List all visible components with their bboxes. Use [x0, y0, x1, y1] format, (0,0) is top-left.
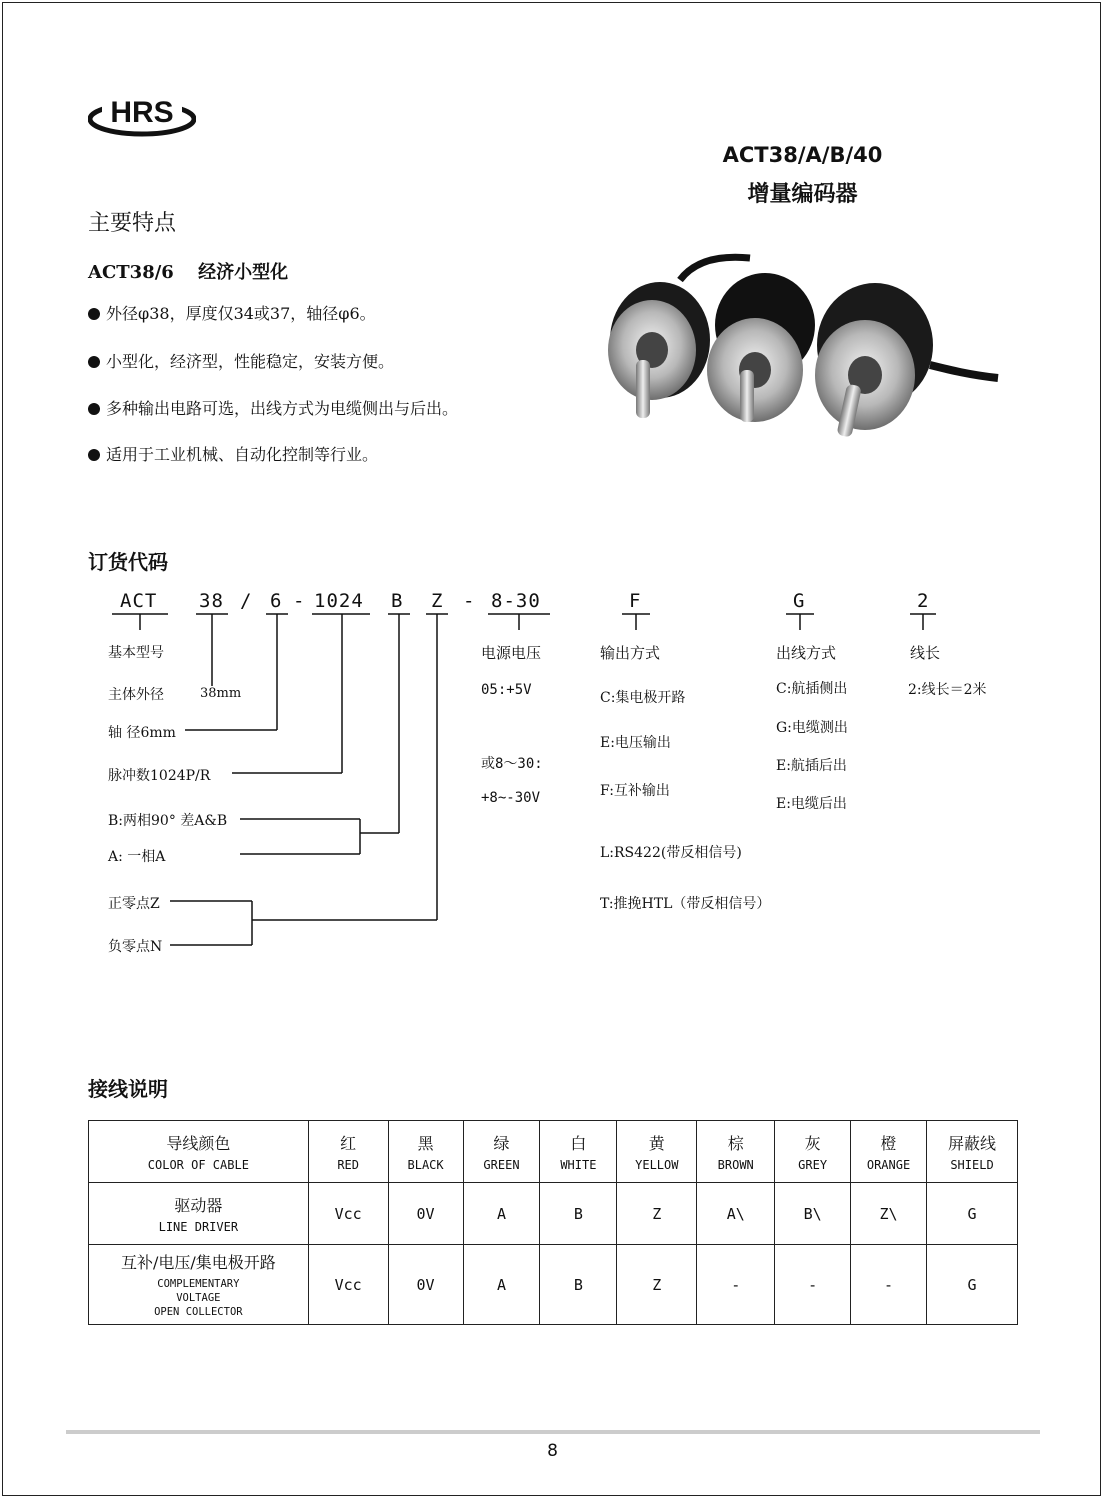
color-cell: 黑 BLACK [388, 1121, 463, 1183]
label-phase-ab: B:两相90° 差A&B [108, 813, 228, 829]
label-zero-neg: 负零点N [108, 939, 163, 955]
color-cell: 屏蔽线 SHIELD [927, 1121, 1018, 1183]
output-option: L:RS422(带反相信号) [600, 845, 742, 861]
value-cell: Vcc [308, 1183, 388, 1245]
code-part-voltage: 8-30 [491, 590, 541, 612]
feature-item: 外径φ38，厚度仅34或37，轴径φ6。 [88, 301, 376, 324]
label-basic-model: 基本型号 [108, 645, 164, 661]
color-cell: 棕 BROWN [697, 1121, 775, 1183]
output-option: F:互补输出 [600, 783, 670, 799]
value-cell: 0V [388, 1183, 463, 1245]
label-body-od-value: 38mm [200, 686, 242, 701]
product-model: ACT38/A/B/40 [722, 143, 883, 167]
color-cell: 黄 YELLOW [617, 1121, 697, 1183]
color-cell: 灰 GREY [775, 1121, 851, 1183]
value-cell: - [775, 1245, 851, 1325]
features-title: 主要特点 [88, 211, 177, 236]
voltage-option: 或8～30: [481, 756, 543, 772]
value-cell: G [927, 1245, 1018, 1325]
table-row [89, 1183, 1018, 1245]
code-part-phase: B [391, 590, 404, 612]
code-part-dash: - [293, 590, 306, 612]
color-cell: 绿 GREEN [463, 1121, 540, 1183]
label-shaft: 轴 径6mm [108, 725, 176, 741]
footer-divider [66, 1430, 1040, 1434]
code-part-model: ACT [120, 590, 158, 612]
output-option: C:集电极开路 [600, 690, 686, 706]
code-part-output: F [629, 590, 642, 612]
label-pulses: 脉冲数1024P/R [108, 768, 211, 784]
voltage-option: 05:+5V [481, 682, 532, 698]
value-cell: - [851, 1245, 927, 1325]
features-subtitle: ACT38/6 经济小型化 [88, 262, 289, 283]
value-cell: B [540, 1245, 617, 1325]
table-row [89, 1245, 1018, 1325]
voltage-title: 电源电压 [481, 644, 542, 662]
value-cell: G [927, 1183, 1018, 1245]
code-part-dash: - [463, 590, 476, 612]
code-part-cable: G [793, 590, 806, 612]
page-number: 8 [547, 1441, 558, 1461]
cable-title: 出线方式 [776, 644, 837, 662]
code-part-diameter: 38 [199, 590, 224, 612]
code-part-length: 2 [917, 590, 930, 612]
feature-item: 适用于工业机械、自动化控制等行业。 [88, 442, 378, 465]
row-label-cell: 驱动器 LINE DRIVER [89, 1183, 309, 1245]
color-cell: 橙 ORANGE [851, 1121, 927, 1183]
value-cell: A [463, 1183, 540, 1245]
label-phase-a: A: 一相A [108, 849, 166, 865]
value-cell: A [463, 1245, 540, 1325]
cable-option: E:航插后出 [776, 758, 847, 774]
wiring-title: 接线说明 [88, 1077, 168, 1101]
value-cell: A\ [697, 1183, 775, 1245]
logo-text: HRS [110, 96, 174, 129]
cable-option: G:电缆测出 [776, 720, 848, 736]
value-cell: - [697, 1245, 775, 1325]
feature-item: 小型化，经济型，性能稳定，安装方便。 [88, 349, 394, 372]
code-part-zero: Z [431, 590, 444, 612]
product-name: 增量编码器 [747, 182, 858, 207]
cable-option: C:航插侧出 [776, 681, 848, 697]
output-option: T:推挽HTL（带反相信号） [600, 896, 771, 912]
value-cell: Z\ [851, 1183, 927, 1245]
label-body-od: 主体外径 [108, 687, 164, 703]
color-cell: 红 RED [308, 1121, 388, 1183]
table-header-row [89, 1121, 1018, 1183]
code-part-shaft: 6 [270, 590, 283, 612]
value-cell: Z [617, 1245, 697, 1325]
code-part-pulses: 1024 [314, 590, 364, 612]
cable-option: E:电缆后出 [776, 796, 847, 812]
code-part-slash: / [240, 590, 253, 612]
length-title: 线长 [910, 644, 941, 662]
row-label-cell: 互补/电压/集电极开路 COMPLEMENTARY VOLTAGE OPEN COLLECTOR [89, 1245, 309, 1325]
ordering-title: 订货代码 [88, 550, 168, 574]
output-option: E:电压输出 [600, 735, 671, 751]
value-cell: B [540, 1183, 617, 1245]
feature-item: 多种输出电路可选，出线方式为电缆侧出与后出。 [88, 396, 458, 419]
color-cell: 白 WHITE [540, 1121, 617, 1183]
value-cell: Vcc [308, 1245, 388, 1325]
wiring-table [88, 1120, 1018, 1325]
length-option: 2:线长＝2米 [908, 682, 987, 698]
value-cell: Z [617, 1183, 697, 1245]
header-label-cell: 导线颜色 COLOR OF CABLE [89, 1121, 309, 1183]
value-cell: B\ [775, 1183, 851, 1245]
value-cell: 0V [388, 1245, 463, 1325]
voltage-option: +8~-30V [481, 790, 541, 806]
output-title: 输出方式 [600, 644, 661, 662]
label-zero-pos: 正零点Z [108, 896, 160, 912]
